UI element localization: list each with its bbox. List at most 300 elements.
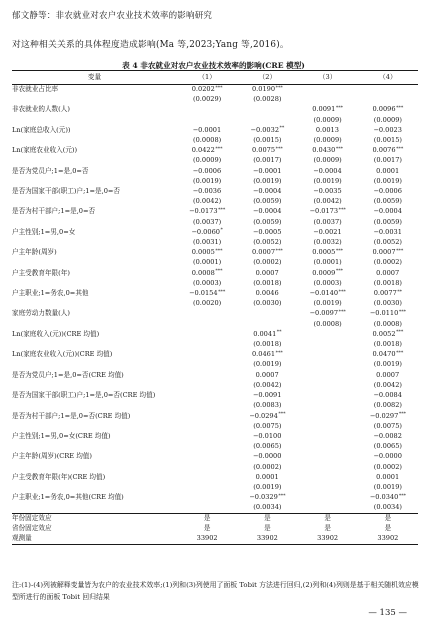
coefficient-value: 0.0076 xyxy=(372,146,396,155)
empty-label xyxy=(12,482,177,492)
table-row-se xyxy=(12,380,418,390)
table-row-se xyxy=(12,319,418,329)
coefficient-value: 0.0052 xyxy=(372,329,396,338)
coefficient-value: −0.0297 xyxy=(369,411,399,420)
standard-error-cell: (0.0015) xyxy=(373,136,402,145)
coefficient-value: 0.0077 xyxy=(373,289,397,298)
coefficient-cell xyxy=(237,472,297,482)
standard-error-cell: (0.0030) xyxy=(373,299,402,308)
coefficient-cell xyxy=(298,451,358,461)
standard-error-cell: (0.0082) xyxy=(373,401,402,410)
coefficient-cell xyxy=(298,125,358,135)
coefficient-value: 0.0202 xyxy=(191,85,215,93)
coefficient-value: 0.0001 xyxy=(255,472,279,481)
empty-label xyxy=(12,135,177,145)
running-head: 郁文静等：非农就业对农户农业技术效率的影响研究 xyxy=(12,11,213,21)
standard-error-cell: (0.0059) xyxy=(253,217,282,226)
coefficient-cell xyxy=(358,84,418,94)
footer-value: 是 xyxy=(264,513,271,522)
standard-error-cell: (0.0019) xyxy=(253,360,282,369)
significance-stars: *** xyxy=(335,146,344,152)
table-row-se xyxy=(12,462,418,472)
table-row xyxy=(12,308,418,318)
significance-stars: *** xyxy=(215,146,223,152)
coefficient-cell xyxy=(298,186,358,196)
significance-stars: *** xyxy=(218,289,226,295)
coefficient-cell xyxy=(177,411,237,421)
coefficient-cell xyxy=(358,227,418,237)
standard-error-cell xyxy=(298,380,358,390)
standard-error-cell xyxy=(177,359,237,369)
standard-error-cell: (0.0032) xyxy=(313,238,342,247)
coefficient-value: −0.0001 xyxy=(252,166,282,175)
coefficient-cell xyxy=(298,370,358,380)
coefficient-value: 0.0007 xyxy=(255,268,279,277)
variable-label: 户主年龄(周岁) xyxy=(12,248,57,257)
standard-error-cell: (0.0002) xyxy=(253,258,282,267)
coefficient-cell xyxy=(237,268,297,278)
variable-label: 是否为国家干部(职工)户;1=是,0=否(CRE 均值) xyxy=(12,391,156,400)
table-row xyxy=(12,247,418,257)
coefficient-value: 0.0013 xyxy=(315,125,339,134)
coefficient-cell xyxy=(177,227,237,237)
variable-label: 户主职业;1=务农,0=其他(CRE 均值) xyxy=(12,493,124,502)
table-row xyxy=(12,349,418,359)
standard-error-cell xyxy=(177,502,237,512)
standard-error-cell: (0.0037) xyxy=(193,217,222,226)
coefficient-cell xyxy=(358,370,418,380)
table-row-se xyxy=(12,237,418,247)
standard-error-cell xyxy=(237,115,297,125)
standard-error-cell: (0.0030) xyxy=(253,299,282,308)
coefficient-cell xyxy=(177,247,237,257)
coefficient-cell xyxy=(298,472,358,482)
standard-error-cell xyxy=(177,400,237,410)
coefficient-cell xyxy=(358,145,418,155)
standard-error-cell: (0.0001) xyxy=(193,258,222,267)
table-row xyxy=(12,268,418,278)
significance-stars: *** xyxy=(338,289,346,295)
table-body xyxy=(12,84,418,513)
coefficient-cell xyxy=(177,145,237,155)
standard-error-cell xyxy=(298,359,358,369)
standard-error-cell: (0.0019) xyxy=(313,299,342,308)
standard-error-cell: (0.0052) xyxy=(373,238,402,247)
empty-label xyxy=(12,278,177,288)
coefficient-value: −0.0329 xyxy=(249,493,278,502)
footer-label: 年份固定效应 xyxy=(12,513,52,522)
table-row-se xyxy=(12,135,418,145)
significance-stars: *** xyxy=(396,248,404,254)
variable-label: Ln(家庭农业收入(元))(CRE 均值) xyxy=(12,350,113,359)
significance-stars: *** xyxy=(396,105,404,111)
coefficient-cell xyxy=(358,166,418,176)
significance-stars: *** xyxy=(278,493,286,499)
coefficient-value: −0.0021 xyxy=(313,227,342,236)
coefficient-cell xyxy=(298,104,358,114)
variable-label: 是否为村干部户;1=是,0=否 xyxy=(12,207,96,216)
coefficient-value: −0.0140 xyxy=(309,289,339,298)
table-footer-row xyxy=(12,533,418,543)
standard-error-cell xyxy=(298,339,358,349)
significance-stars: *** xyxy=(398,412,407,417)
table-row-se xyxy=(12,155,418,165)
standard-error-cell: (0.0009) xyxy=(313,136,342,145)
coefficient-value: −0.0001 xyxy=(192,125,222,134)
coefficient-cell xyxy=(358,349,418,359)
standard-error-cell: (0.0019) xyxy=(253,482,282,491)
standard-error-cell: (0.0059) xyxy=(373,197,402,206)
standard-error-cell: (0.0065) xyxy=(253,442,282,451)
coefficient-cell xyxy=(237,492,297,502)
coefficient-cell xyxy=(358,451,418,461)
standard-error-cell: (0.0059) xyxy=(373,217,402,226)
variable-label: Ln(家庭收入(元))(CRE 均值) xyxy=(12,329,100,338)
standard-error-cell: (0.0031) xyxy=(193,238,222,247)
significance-stars: *** xyxy=(275,248,283,254)
coefficient-value: 0.0422 xyxy=(191,146,215,155)
coefficient-cell xyxy=(358,104,418,114)
standard-error-cell xyxy=(177,462,237,472)
significance-stars: *** xyxy=(278,412,286,417)
coefficient-cell xyxy=(298,349,358,359)
empty-label xyxy=(12,359,177,369)
table-row xyxy=(12,370,418,380)
table-row-se xyxy=(12,257,418,267)
footer-value: 是 xyxy=(264,523,271,532)
empty-label xyxy=(12,115,177,125)
variable-label: 是否为村干部户;1=是,0=否(CRE 均值) xyxy=(12,411,131,420)
standard-error-cell: (0.0003) xyxy=(313,278,342,287)
standard-error-cell xyxy=(358,94,418,104)
variable-label: 户主受教育年限(年) xyxy=(12,268,70,277)
standard-error-cell: (0.0002) xyxy=(373,462,402,471)
coefficient-value: −0.0091 xyxy=(252,391,282,400)
coefficient-cell xyxy=(237,166,297,176)
coefficient-cell xyxy=(177,206,237,216)
coefficient-value: 0.0046 xyxy=(255,289,279,298)
standard-error-cell xyxy=(298,462,358,472)
significance-stars: * xyxy=(220,228,223,234)
footer-value: 是 xyxy=(203,513,211,522)
standard-error-cell: (0.0029) xyxy=(193,95,222,104)
standard-error-cell: (0.0009) xyxy=(193,156,222,165)
coefficient-cell xyxy=(177,166,237,176)
coefficient-value: −0.0084 xyxy=(373,391,402,400)
table-row-se xyxy=(12,196,418,206)
variable-label: 非农就业的人数(人) xyxy=(12,105,70,114)
standard-error-cell: (0.0008) xyxy=(373,319,402,328)
coefficient-value: 0.0096 xyxy=(372,105,396,114)
coefficient-cell xyxy=(237,104,297,114)
table-row-se xyxy=(12,502,418,512)
significance-stars: *** xyxy=(275,146,283,152)
table-row-se xyxy=(12,482,418,492)
significance-stars: ** xyxy=(276,330,282,336)
standard-error-cell: (0.0009) xyxy=(313,115,342,124)
standard-error-cell: (0.0008) xyxy=(313,319,342,328)
coefficient-cell xyxy=(177,370,237,380)
coefficient-cell xyxy=(237,125,297,135)
regression-table xyxy=(12,71,418,543)
coefficient-value: −0.0294 xyxy=(249,411,278,420)
standard-error-cell xyxy=(298,94,358,104)
table-row xyxy=(12,125,418,135)
significance-stars: *** xyxy=(338,309,346,315)
standard-error-cell: (0.0017) xyxy=(373,156,402,165)
table-row xyxy=(12,431,418,441)
coefficient-cell xyxy=(237,411,297,421)
coefficient-cell xyxy=(358,288,418,298)
table-row xyxy=(12,84,418,94)
table-footer xyxy=(12,513,418,544)
coefficient-cell xyxy=(237,288,297,298)
standard-error-cell: (0.0083) xyxy=(253,401,282,410)
table-row-se xyxy=(12,400,418,410)
table-footer-row xyxy=(12,523,418,533)
standard-error-cell: (0.0034) xyxy=(373,503,402,512)
standard-error-cell xyxy=(298,441,358,451)
coefficient-value: 0.0001 xyxy=(376,166,400,175)
intro-text: 对这种相关关系的具体程度造成影响(Ma 等,2023;Yang 等,2016)。 xyxy=(12,40,289,50)
coefficient-value: 0.0009 xyxy=(312,268,336,277)
significance-stars: *** xyxy=(275,350,283,356)
coefficient-cell xyxy=(177,125,237,135)
coefficient-cell xyxy=(358,472,418,482)
table-note: 注:(1)-(4)列被解释变量皆为农户的农业技术效率;(1)列和(3)列使用了面板 Tobit 方法进行回归,(2)列和(4)列则是基于相关随机效应模型所进行的面板 Tobit 回归结果 xyxy=(12,581,419,601)
standard-error-cell xyxy=(298,482,358,492)
standard-error-cell: (0.0001) xyxy=(313,258,342,267)
coefficient-value: 0.0005 xyxy=(312,248,336,257)
standard-error-cell: (0.0042) xyxy=(193,197,222,206)
table-header-row xyxy=(12,71,418,84)
coefficient-cell xyxy=(177,492,237,502)
coefficient-value: −0.0100 xyxy=(252,431,282,440)
standard-error-cell: (0.0020) xyxy=(193,299,222,308)
coefficient-cell xyxy=(298,329,358,339)
coefficient-cell xyxy=(177,268,237,278)
coefficient-cell xyxy=(177,104,237,114)
standard-error-cell: (0.0042) xyxy=(373,380,402,389)
empty-label xyxy=(12,319,177,329)
footer-value: 是 xyxy=(384,523,392,532)
standard-error-cell: (0.0009) xyxy=(373,115,402,124)
coefficient-cell xyxy=(237,349,297,359)
significance-stars: *** xyxy=(215,248,223,254)
coefficient-value: 0.0470 xyxy=(372,350,396,359)
standard-error-cell: (0.0042) xyxy=(313,197,342,206)
coefficient-value: −0.0340 xyxy=(369,493,399,502)
empty-label xyxy=(12,400,177,410)
empty-label xyxy=(12,94,177,104)
variable-label: 家庭劳动力数量(人) xyxy=(12,309,70,318)
variable-label: Ln(家庭农业收入(元)) xyxy=(12,146,78,155)
coefficient-cell xyxy=(177,288,237,298)
table-row xyxy=(12,390,418,400)
empty-label xyxy=(12,217,177,227)
coefficient-value: −0.0082 xyxy=(373,431,402,440)
coefficient-cell xyxy=(298,431,358,441)
coefficient-cell xyxy=(298,492,358,502)
table-row-se xyxy=(12,176,418,186)
variable-label: 是否为党员户;1=是,0=否(CRE 均值) xyxy=(12,370,124,379)
column-header-1: （1） xyxy=(198,73,216,81)
standard-error-cell xyxy=(177,441,237,451)
standard-error-cell: (0.0018) xyxy=(373,278,402,287)
standard-error-cell: (0.0075) xyxy=(253,421,282,430)
coefficient-cell xyxy=(177,308,237,318)
coefficient-value: −0.0004 xyxy=(252,207,282,216)
coefficient-cell xyxy=(298,227,358,237)
coefficient-value: −0.0000 xyxy=(373,452,402,461)
standard-error-cell: (0.0019) xyxy=(253,176,282,185)
footer-label: 观测量 xyxy=(12,533,32,542)
table-caption: 表 4 非农就业对农户农业技术效率的影响(CRE 模型) xyxy=(122,61,305,70)
significance-stars: *** xyxy=(338,207,346,213)
table-row xyxy=(12,451,418,461)
standard-error-cell: (0.0018) xyxy=(253,340,282,349)
empty-label xyxy=(12,298,177,308)
table-row-se xyxy=(12,441,418,451)
coefficient-value: −0.0000 xyxy=(252,452,282,461)
coefficient-value: 0.0041 xyxy=(253,329,277,338)
coefficient-cell xyxy=(177,390,237,400)
table-row xyxy=(12,227,418,237)
table-row-se xyxy=(12,298,418,308)
significance-stars: *** xyxy=(218,207,226,213)
coefficient-value: 0.0430 xyxy=(312,146,336,155)
table-row-se xyxy=(12,421,418,431)
variable-column-header: 变量 xyxy=(87,73,102,81)
coefficient-cell xyxy=(358,125,418,135)
standard-error-cell: (0.0003) xyxy=(193,278,222,287)
coefficient-value: −0.0060 xyxy=(191,227,220,236)
coefficient-value: 0.0007 xyxy=(376,268,400,277)
coefficient-cell xyxy=(358,247,418,257)
standard-error-cell xyxy=(237,319,297,329)
table-row xyxy=(12,492,418,502)
coefficient-cell xyxy=(237,431,297,441)
standard-error-cell xyxy=(177,339,237,349)
footer-value: 33902 xyxy=(256,533,278,542)
coefficient-cell xyxy=(177,329,237,339)
standard-error-cell: (0.0002) xyxy=(373,258,402,267)
footer-label: 省份固定效应 xyxy=(12,523,52,532)
standard-error-cell: (0.0019) xyxy=(373,482,402,491)
coefficient-cell xyxy=(358,390,418,400)
standard-error-cell: (0.0065) xyxy=(373,442,402,451)
footer-value: 是 xyxy=(324,523,331,532)
empty-label xyxy=(12,176,177,186)
coefficient-value: 0.0190 xyxy=(251,85,276,93)
footer-value: 是 xyxy=(324,513,331,522)
coefficient-cell xyxy=(237,84,297,94)
empty-label xyxy=(12,441,177,451)
empty-label xyxy=(12,196,177,206)
significance-stars: *** xyxy=(215,85,223,91)
coefficient-cell xyxy=(298,288,358,298)
table-row-se xyxy=(12,278,418,288)
empty-label xyxy=(12,339,177,349)
significance-stars: *** xyxy=(335,269,344,275)
coefficient-value: −0.0036 xyxy=(192,187,222,196)
standard-error-cell: (0.0002) xyxy=(253,462,282,471)
coefficient-cell xyxy=(298,268,358,278)
coefficient-cell xyxy=(298,145,358,155)
coefficient-cell xyxy=(237,451,297,461)
empty-label xyxy=(12,421,177,431)
table-row xyxy=(12,472,418,482)
coefficient-value: −0.0005 xyxy=(252,227,282,236)
coefficient-value: 0.0007 xyxy=(251,248,276,257)
coefficient-cell xyxy=(358,308,418,318)
coefficient-value: −0.0004 xyxy=(252,187,282,196)
coefficient-value: −0.0032 xyxy=(250,125,280,134)
standard-error-cell: (0.0017) xyxy=(253,156,282,165)
coefficient-cell xyxy=(177,349,237,359)
significance-stars: ** xyxy=(397,289,403,295)
empty-label xyxy=(12,502,177,512)
standard-error-cell: (0.0019) xyxy=(373,360,402,369)
column-header-2: （2） xyxy=(258,73,277,81)
coefficient-cell xyxy=(358,431,418,441)
coefficient-cell xyxy=(358,186,418,196)
standard-error-cell: (0.0019) xyxy=(313,176,342,185)
table-row xyxy=(12,166,418,176)
table-row-se xyxy=(12,217,418,227)
coefficient-value: 0.0007 xyxy=(372,248,396,257)
variable-label: 户主受教育年限(年)(CRE 均值) xyxy=(12,472,106,481)
footer-value: 33902 xyxy=(196,533,218,542)
coefficient-cell xyxy=(237,186,297,196)
standard-error-cell: (0.0059) xyxy=(253,197,282,206)
coefficient-value: −0.0023 xyxy=(373,125,402,134)
table-row xyxy=(12,206,418,216)
coefficient-cell xyxy=(237,206,297,216)
standard-error-cell: (0.0019) xyxy=(373,176,402,185)
significance-stars: *** xyxy=(275,85,283,91)
significance-stars: *** xyxy=(396,330,404,336)
significance-stars: *** xyxy=(335,105,344,111)
standard-error-cell: (0.0018) xyxy=(373,340,402,349)
coefficient-cell xyxy=(237,145,297,155)
standard-error-cell: (0.0015) xyxy=(253,136,282,145)
significance-stars: ** xyxy=(279,126,285,132)
coefficient-cell xyxy=(177,472,237,482)
significance-stars: *** xyxy=(398,493,407,499)
significance-stars: *** xyxy=(335,248,344,254)
coefficient-cell xyxy=(298,84,358,94)
coefficient-value: 0.0005 xyxy=(191,248,215,257)
coefficient-cell xyxy=(298,206,358,216)
coefficient-cell xyxy=(298,166,358,176)
standard-error-cell: (0.0028) xyxy=(253,95,282,104)
column-header-3: （3） xyxy=(318,73,337,81)
coefficient-cell xyxy=(358,206,418,216)
coefficient-value: −0.0035 xyxy=(313,187,342,196)
significance-stars: *** xyxy=(215,269,223,275)
coefficient-cell xyxy=(237,247,297,257)
coefficient-value: 0.0001 xyxy=(376,472,400,481)
table-bottom-rule xyxy=(12,544,418,545)
table-row xyxy=(12,411,418,421)
table-row-se xyxy=(12,115,418,125)
coefficient-cell xyxy=(358,329,418,339)
standard-error-cell: (0.0034) xyxy=(253,503,282,512)
significance-stars: *** xyxy=(396,146,404,152)
coefficient-cell xyxy=(237,227,297,237)
coefficient-cell xyxy=(237,370,297,380)
